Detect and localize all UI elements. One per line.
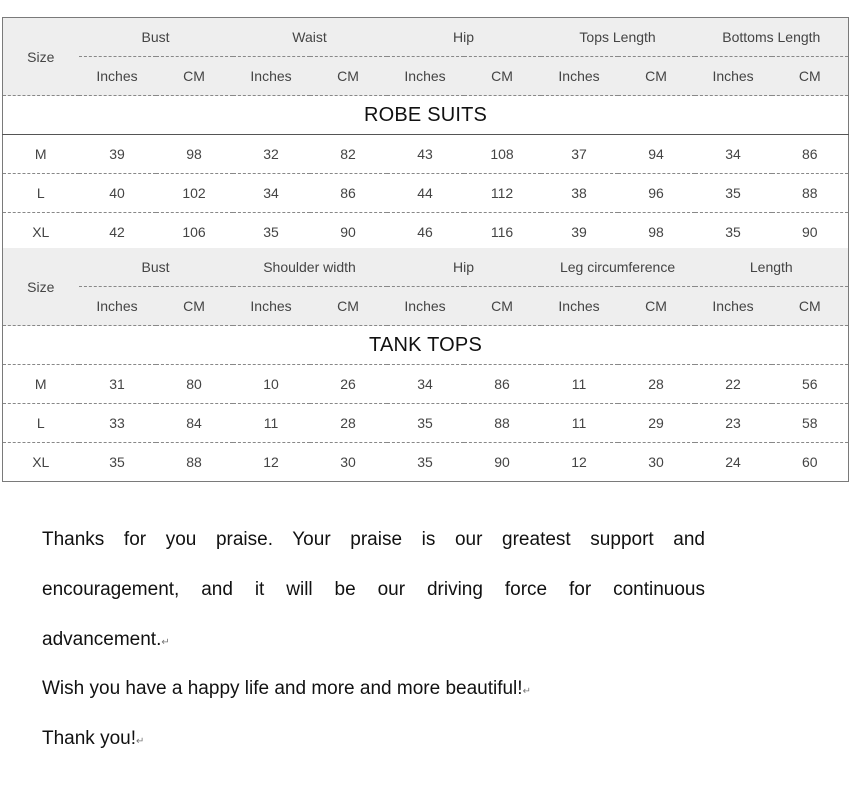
message-text: Thank you! xyxy=(42,728,136,749)
table-cell: 32 xyxy=(233,135,310,174)
table-cell: 24 xyxy=(725,454,741,470)
table-cell: 34 xyxy=(233,174,310,213)
table-row xyxy=(3,443,849,482)
table-cell: 34 xyxy=(695,135,772,174)
group-header: Bust xyxy=(79,248,233,287)
table-cell: 31 xyxy=(79,365,156,404)
unit-header: Inches xyxy=(695,287,772,326)
table-cell: XL xyxy=(3,213,79,252)
table-cell: M xyxy=(3,365,79,404)
table-cell: 35 xyxy=(695,174,772,213)
table-cell: M xyxy=(3,135,79,174)
table-cell: 88 xyxy=(464,404,541,443)
table-cell: 39 xyxy=(541,213,618,252)
table-row xyxy=(3,365,849,404)
group-header: Shoulder width xyxy=(233,248,387,287)
table-cell: 96 xyxy=(618,174,695,213)
table-cell: 60 xyxy=(802,454,818,470)
return-mark-icon: ↵ xyxy=(161,637,170,648)
table-cell: 23 xyxy=(695,404,772,443)
table-cell: 30 xyxy=(340,454,356,470)
unit-header-row xyxy=(3,287,849,326)
unit-header: Inches xyxy=(233,287,310,326)
table-cell: 98 xyxy=(156,135,233,174)
group-header-row xyxy=(3,248,849,287)
table-cell: 28 xyxy=(618,365,695,404)
unit-header-row xyxy=(3,57,849,96)
table-cell: 102 xyxy=(156,174,233,213)
robe-suits-size-table xyxy=(2,17,849,252)
table-row xyxy=(3,135,849,174)
unit-header: CM xyxy=(618,287,695,326)
table-cell: 86 xyxy=(310,174,387,213)
group-header: Length xyxy=(695,248,849,287)
table-cell: 90 xyxy=(494,454,510,470)
table-cell: 34 xyxy=(387,365,464,404)
group-header: Leg circumference xyxy=(541,248,695,287)
table-cell: 30 xyxy=(648,454,664,470)
table-cell: 38 xyxy=(541,174,618,213)
unit-header: CM xyxy=(310,287,387,326)
unit-header: Inches xyxy=(387,57,464,96)
group-header: Bottoms Length xyxy=(695,18,849,57)
table-cell: 26 xyxy=(310,365,387,404)
table-cell: XL xyxy=(32,454,50,470)
table-cell: 40 xyxy=(79,174,156,213)
table-cell: 116 xyxy=(464,213,541,252)
table-cell: 39 xyxy=(79,135,156,174)
message-line: Thanks for you praise. Your praise is our greatest support and xyxy=(42,529,705,550)
table-cell: 37 xyxy=(541,135,618,174)
table-cell: 58 xyxy=(772,404,849,443)
table-cell: 108 xyxy=(464,135,541,174)
size-header: Size xyxy=(3,248,79,326)
group-header: Waist xyxy=(233,18,387,57)
table-row xyxy=(3,213,849,252)
unit-header: CM xyxy=(772,57,849,96)
table-cell: 46 xyxy=(387,213,464,252)
unit-header: Inches xyxy=(541,287,618,326)
unit-header: CM xyxy=(772,287,849,326)
unit-header: CM xyxy=(618,57,695,96)
table-cell: 10 xyxy=(233,365,310,404)
return-mark-icon: ↵ xyxy=(136,736,145,747)
section-title: TANK TOPS xyxy=(3,326,849,365)
unit-header: Inches xyxy=(79,287,156,326)
table-cell: 28 xyxy=(310,404,387,443)
table-cell: 29 xyxy=(618,404,695,443)
return-mark-icon: ↵ xyxy=(522,686,531,697)
table-cell: 42 xyxy=(79,213,156,252)
table-cell: 43 xyxy=(387,135,464,174)
table-cell: 98 xyxy=(618,213,695,252)
unit-header: Inches xyxy=(233,57,310,96)
section-title-row xyxy=(3,96,849,135)
table-cell: 112 xyxy=(464,174,541,213)
table-cell: 35 xyxy=(233,213,310,252)
unit-header: CM xyxy=(310,57,387,96)
table-cell: 88 xyxy=(186,454,202,470)
table-cell: 33 xyxy=(79,404,156,443)
section-title: ROBE SUITS xyxy=(3,96,849,135)
group-header: Hip xyxy=(387,18,541,57)
table-cell: 35 xyxy=(387,404,464,443)
table-cell: 86 xyxy=(464,365,541,404)
table-cell: 11 xyxy=(541,404,618,443)
table-cell: 11 xyxy=(541,365,618,404)
table-cell: 44 xyxy=(387,174,464,213)
table-cell: 11 xyxy=(233,404,310,443)
unit-header: CM xyxy=(464,287,541,326)
size-header: Size xyxy=(3,18,79,96)
table-cell: 90 xyxy=(310,213,387,252)
message-line xyxy=(42,629,705,651)
table-cell: 22 xyxy=(695,365,772,404)
table-cell: 88 xyxy=(772,174,849,213)
message-text: advancement. xyxy=(42,629,162,650)
unit-header: Inches xyxy=(695,57,772,96)
table-cell: 56 xyxy=(772,365,849,404)
table-cell: 12 xyxy=(571,454,587,470)
table-cell: 12 xyxy=(263,454,279,470)
message-line: encouragement, and it will be our driving force for continuous xyxy=(42,579,705,600)
table-cell: 35 xyxy=(417,454,433,470)
table-cell: 86 xyxy=(772,135,849,174)
message-text: Wish you have a happy life and more and more beautiful! xyxy=(42,678,523,699)
group-header-row xyxy=(3,18,849,57)
message-line xyxy=(42,678,705,700)
table-cell: 82 xyxy=(310,135,387,174)
table-cell: 80 xyxy=(156,365,233,404)
unit-header: Inches xyxy=(541,57,618,96)
table-cell: 84 xyxy=(156,404,233,443)
table-cell: 90 xyxy=(772,213,849,252)
message-line xyxy=(42,728,705,750)
tank-tops-size-table xyxy=(2,248,849,482)
unit-header: CM xyxy=(156,287,233,326)
unit-header: Inches xyxy=(387,287,464,326)
table-row xyxy=(3,174,849,213)
unit-header: Inches xyxy=(79,57,156,96)
group-header: Hip xyxy=(387,248,541,287)
unit-header: CM xyxy=(464,57,541,96)
group-header: Tops Length xyxy=(541,18,695,57)
table-row xyxy=(3,404,849,443)
table-cell: L xyxy=(3,404,79,443)
unit-header: CM xyxy=(156,57,233,96)
table-cell: 35 xyxy=(109,454,125,470)
table-cell: 106 xyxy=(156,213,233,252)
table-cell: 94 xyxy=(618,135,695,174)
table-cell: 35 xyxy=(695,213,772,252)
section-title-row xyxy=(3,326,849,365)
table-cell: L xyxy=(3,174,79,213)
group-header: Bust xyxy=(79,18,233,57)
